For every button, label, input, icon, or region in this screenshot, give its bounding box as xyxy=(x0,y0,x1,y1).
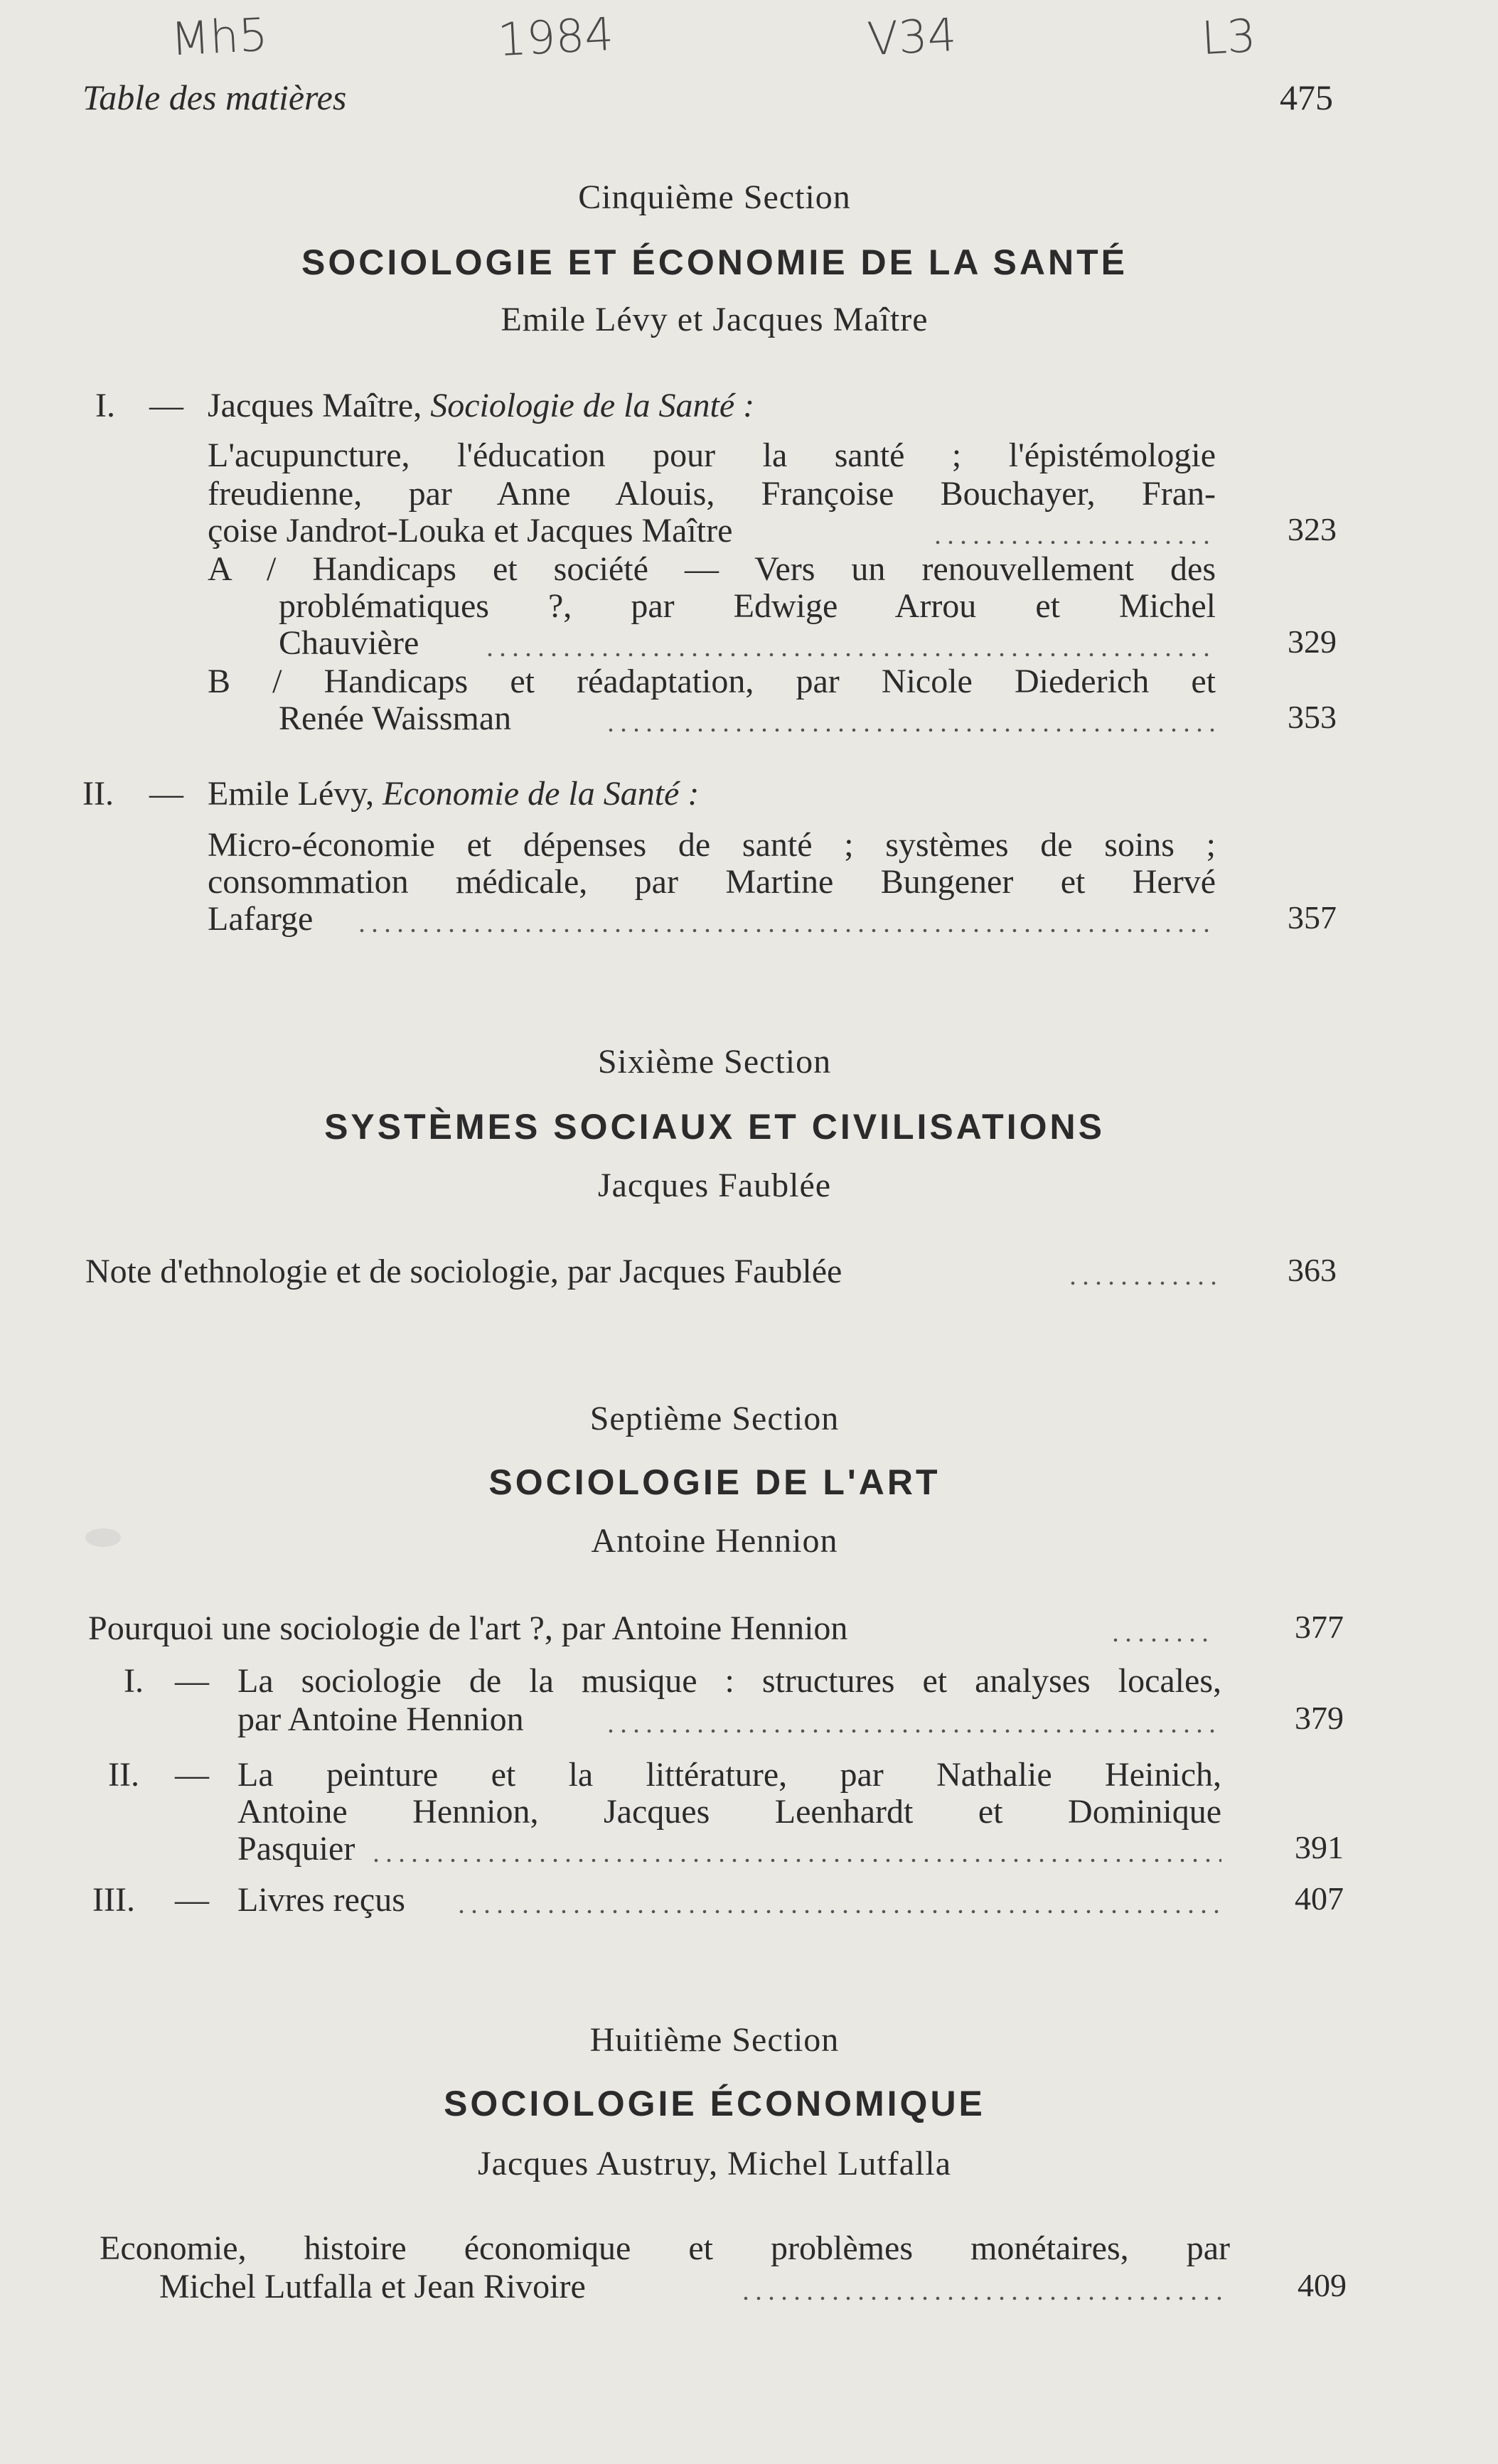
toc-numeral: I. xyxy=(95,387,115,424)
page-number: 357 xyxy=(1288,899,1337,936)
section-authors: Antoine Hennion xyxy=(591,1522,838,1560)
toc-part-heading xyxy=(208,775,699,813)
running-head-page: 475 xyxy=(1280,77,1333,117)
toc-entry-line: B / Handicaps et réadaptation, par Nicole Diederich et xyxy=(208,663,1216,700)
section-label: Huitième Section xyxy=(589,2021,840,2059)
toc-entry-line: consommation médicale, par Martine Bungener et Hervé xyxy=(208,863,1216,901)
toc-dash: — xyxy=(175,1881,209,1919)
toc-entry-line: Lafarge xyxy=(208,900,314,938)
leader-dots xyxy=(604,1728,1221,1735)
page-number: 353 xyxy=(1288,699,1337,735)
section-title: SOCIOLOGIE ET ÉCONOMIE DE LA SANTÉ xyxy=(301,242,1128,282)
leader-dots xyxy=(355,927,1216,934)
handwritten-code: L3 xyxy=(1200,10,1258,65)
toc-dash: — xyxy=(175,1756,209,1794)
page-number: 379 xyxy=(1295,1700,1344,1736)
page-number: 407 xyxy=(1295,1880,1344,1917)
part-title: Economie de la Santé : xyxy=(382,775,700,813)
section-authors: Emile Lévy et Jacques Maître xyxy=(501,301,929,338)
leader-dots xyxy=(370,1857,1221,1864)
section-title: SOCIOLOGIE ÉCONOMIQUE xyxy=(444,2084,985,2123)
toc-entry-line: Note d'ethnologie et de sociologie, par Jacques Faublée xyxy=(85,1253,842,1290)
toc-entry-line: Pasquier xyxy=(237,1830,355,1868)
leader-dots xyxy=(455,1908,1221,1915)
part-title: Sociologie de la Santé : xyxy=(430,387,755,424)
leader-dots xyxy=(931,539,1216,546)
toc-entry-line: Economie, histoire économique et problèmes monétaires, par xyxy=(100,2229,1230,2267)
toc-entry-line: Livres reçus xyxy=(237,1881,405,1919)
page-number: 409 xyxy=(1298,2267,1347,2303)
handwritten-year: 1984 xyxy=(496,8,615,68)
toc-entry-line: La sociologie de la musique : structures et analyses locales, xyxy=(237,1662,1221,1700)
toc-entry-line: par Antoine Hennion xyxy=(237,1700,524,1738)
toc-entry-line: freudienne, par Anne Alouis, Françoise Bouchayer, Fran- xyxy=(208,475,1216,513)
page-number: 377 xyxy=(1295,1609,1344,1645)
leader-dots xyxy=(1066,1280,1216,1287)
toc-entry-line: A / Handicaps et société — Vers un renouvellement des xyxy=(208,550,1216,588)
toc-dash: — xyxy=(175,1662,209,1700)
toc-dash: — xyxy=(149,775,183,813)
leader-dots xyxy=(483,651,1216,658)
leader-dots xyxy=(1109,1637,1216,1644)
toc-entry-line: Chauvière xyxy=(279,624,419,662)
toc-entry-line: problématiques ?, par Edwige Arrou et Michel xyxy=(279,587,1216,625)
toc-entry-line: Renée Waissman xyxy=(279,700,512,737)
toc-part-heading xyxy=(208,387,754,425)
section-title: SYSTÈMES SOCIAUX ET CIVILISATIONS xyxy=(324,1107,1105,1147)
part-author: Jacques Maître, xyxy=(208,387,422,424)
section-title: SOCIOLOGIE DE L'ART xyxy=(488,1462,941,1502)
page-number: 391 xyxy=(1295,1829,1344,1865)
toc-entry-line: çoise Jandrot-Louka et Jacques Maître xyxy=(208,512,733,550)
page-number: 323 xyxy=(1288,511,1337,547)
handwritten-mark: Mh5 xyxy=(169,9,269,67)
section-label: Sixième Section xyxy=(597,1043,832,1081)
running-head xyxy=(82,77,1333,122)
section-label: Cinquième Section xyxy=(578,178,851,216)
toc-numeral: II. xyxy=(108,1756,139,1794)
page-number: 363 xyxy=(1288,1252,1337,1288)
handwritten-volume: V34 xyxy=(866,9,958,67)
toc-dash: — xyxy=(149,387,183,424)
running-head-title: Table des matières xyxy=(82,77,347,117)
toc-entry-line: L'acupuncture, l'éducation pour la santé ; l'épistémologie xyxy=(208,436,1216,474)
page-number: 329 xyxy=(1288,623,1337,660)
toc-entry-line: Antoine Hennion, Jacques Leenhardt et Dominique xyxy=(237,1793,1221,1831)
toc-entry-line: La peinture et la littérature, par Nathalie Heinich, xyxy=(237,1756,1221,1794)
scan-smudge xyxy=(85,1528,121,1547)
section-label: Septième Section xyxy=(589,1400,840,1437)
toc-entry-line: Michel Lutfalla et Jean Rivoire xyxy=(159,2268,586,2305)
section-authors: Jacques Faublée xyxy=(597,1167,832,1204)
toc-numeral: III. xyxy=(92,1881,135,1919)
toc-numeral: I. xyxy=(124,1662,144,1700)
leader-dots xyxy=(739,2295,1230,2302)
toc-entry-line: Micro-économie et dépenses de santé ; systèmes de soins ; xyxy=(208,826,1216,864)
section-authors: Jacques Austruy, Michel Lutfalla xyxy=(477,2145,952,2182)
part-author: Emile Lévy, xyxy=(208,775,375,813)
toc-numeral: II. xyxy=(82,775,114,813)
leader-dots xyxy=(604,727,1216,734)
toc-entry-line: Pourquoi une sociologie de l'art ?, par Antoine Hennion xyxy=(88,1609,848,1647)
